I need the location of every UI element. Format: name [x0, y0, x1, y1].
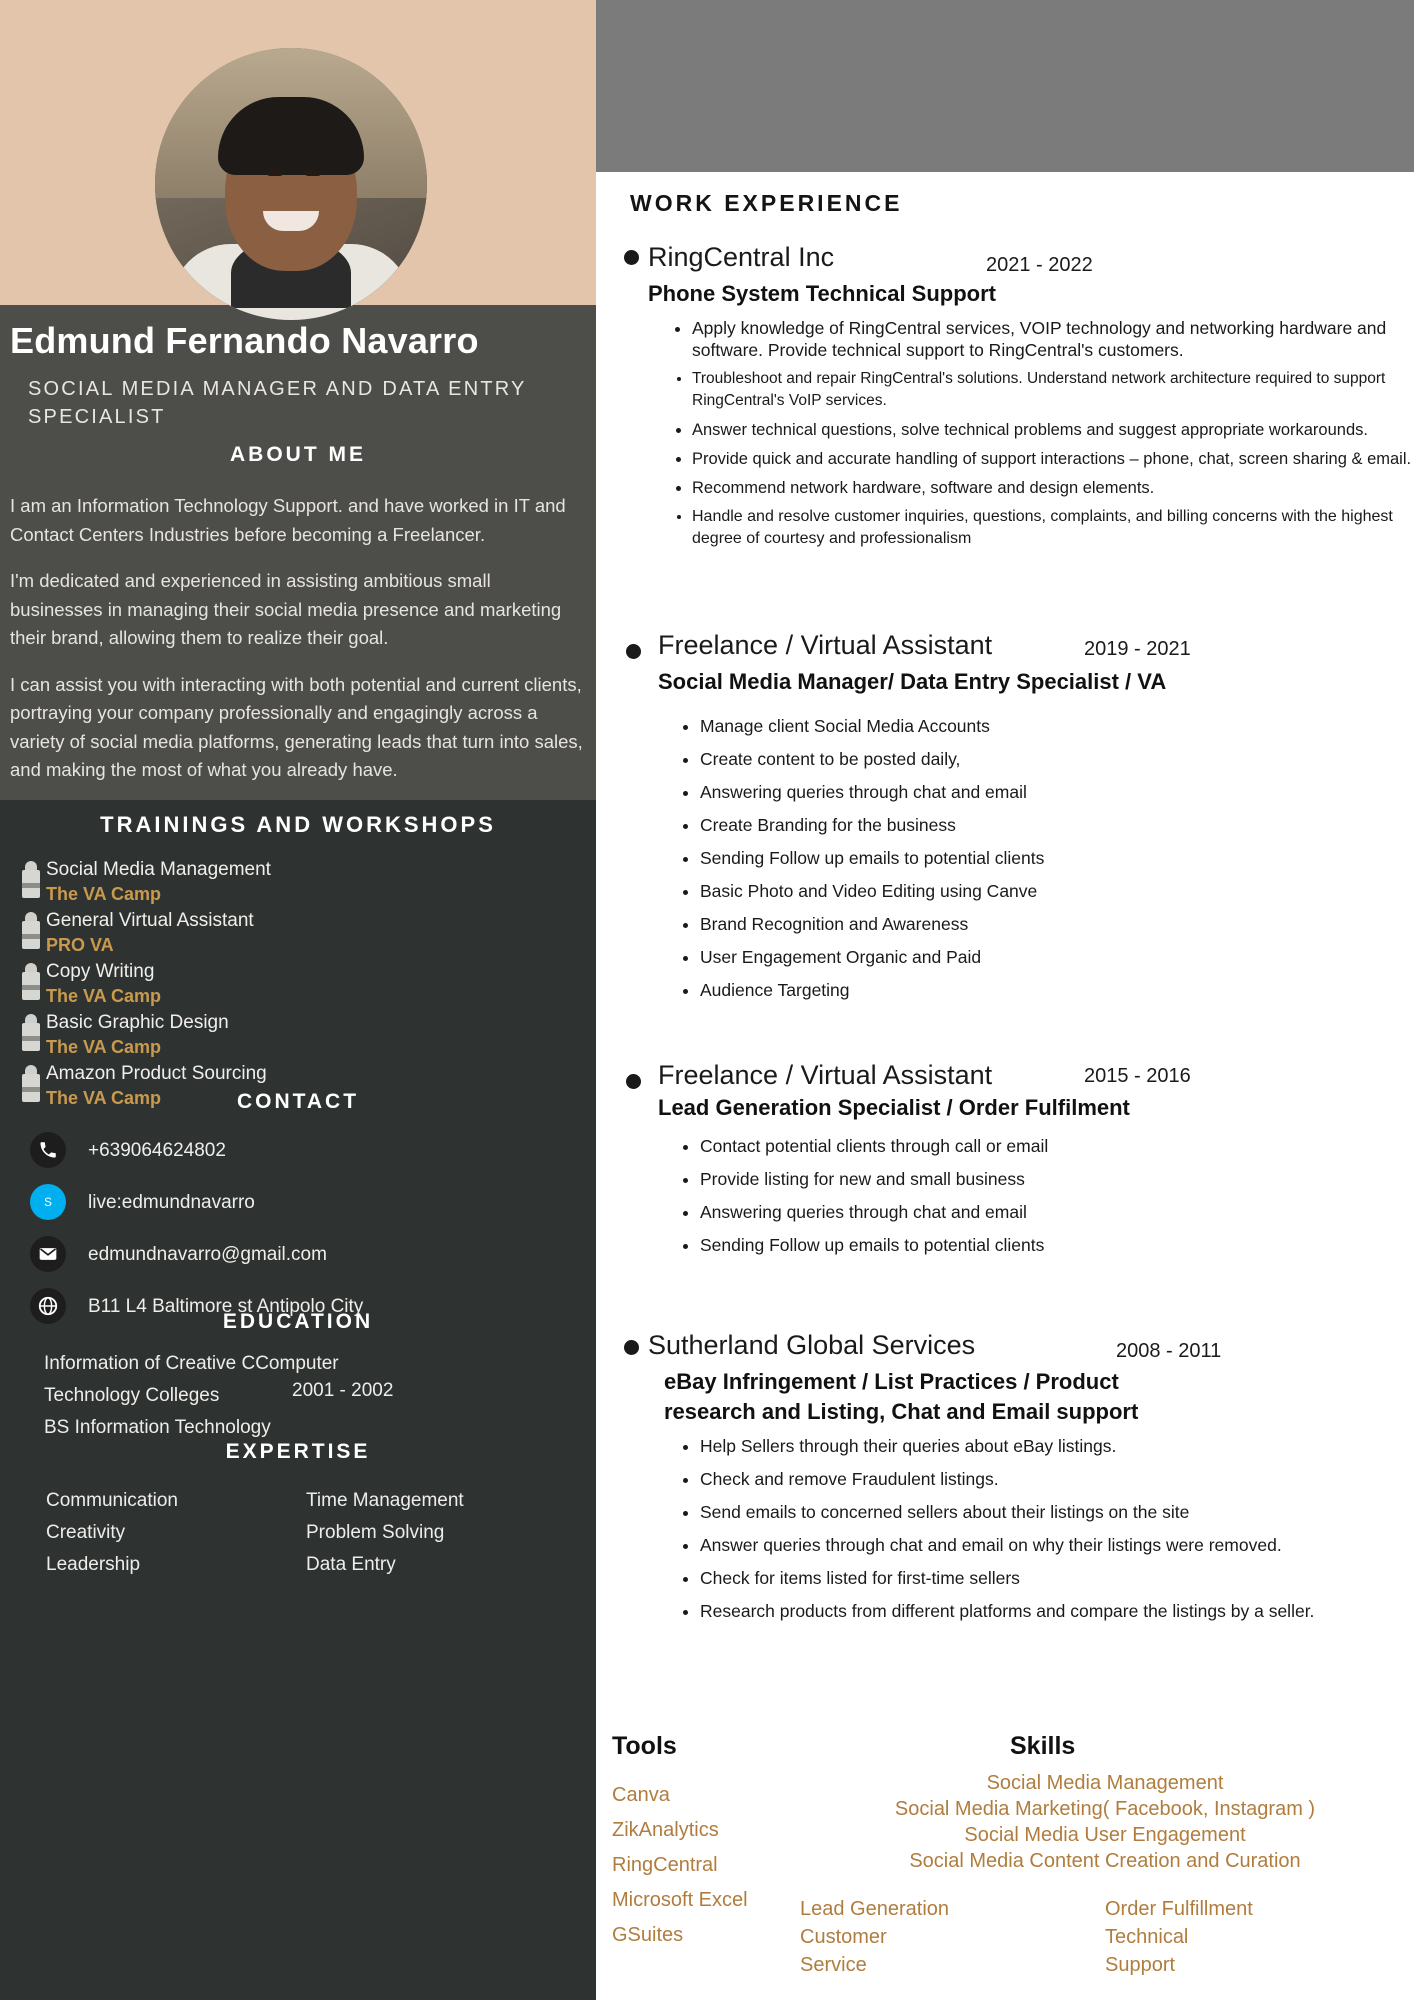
- duty-item: • Manage client Social Media Accounts: [700, 715, 1414, 737]
- job-duties: [596, 317, 1414, 550]
- education-school-line2: Technology Colleges: [44, 1385, 220, 1406]
- skill-item: Social Media Content Creation and Curation: [909, 1850, 1301, 1872]
- trainings-heading: TRAININGS AND WORKSHOPS: [100, 812, 496, 837]
- training-org: The VA Camp: [46, 1088, 162, 1108]
- skills-column-2: [1105, 1895, 1410, 1979]
- certificate-icon: [22, 963, 40, 1003]
- skills-column-1: [800, 1895, 1105, 1979]
- certificate-icon: [22, 912, 40, 952]
- job-entry: [596, 630, 1414, 1012]
- phone-icon: [30, 1132, 66, 1168]
- about-paragraph: I can assist you with interacting with both potential and current clients, portraying your company professionally and engagingly across a variety of social media platforms, generating leads that turn into sales, and making the most of what you already have.: [10, 673, 583, 780]
- expertise-heading: EXPERTISE: [225, 1440, 371, 1463]
- skill-item: Lead Generation: [800, 1898, 950, 1920]
- right-column: [596, 0, 1414, 2000]
- duty-item: • Check for items listed for first-time sellers: [700, 1567, 1414, 1589]
- job-entry: [596, 1330, 1414, 1633]
- duty-item: • Handle and resolve customer inquiries, questions, complaints, and billing concerns with the highest degree of courtesy and professionalism: [692, 506, 1414, 550]
- job-role-subtitle: SOCIAL MEDIA MANAGER AND DATA ENTRY SPECIALIST: [28, 378, 527, 428]
- expertise-column-1: [46, 1485, 306, 1581]
- duty-item: • Provide quick and accurate handling of support interactions – phone, chat, screen sharing & email.: [692, 448, 1414, 470]
- job-entry: [596, 242, 1414, 557]
- skill-item: Customer Service: [800, 1926, 887, 1976]
- contact-skype[interactable]: [30, 1184, 570, 1220]
- tool-item: Canva: [612, 1784, 670, 1806]
- training-name: Social Media Management: [46, 859, 271, 880]
- work-experience-heading: WORK EXPERIENCE: [630, 190, 903, 216]
- contact-phone-value: +639064624802: [88, 1139, 226, 1161]
- skill-item: Social Media User Engagement: [964, 1824, 1246, 1846]
- training-org: The VA Camp: [46, 986, 162, 1006]
- job-subtitle: eBay Infringement / List Practices / Product research and Listing, Chat and Email support: [664, 1369, 1139, 1424]
- duty-item: • Help Sellers through their queries about eBay listings.: [700, 1435, 1414, 1457]
- duty-item: • Provide listing for new and small business: [700, 1168, 1414, 1190]
- job-subtitle: Lead Generation Specialist / Order Fulfilment: [658, 1095, 1130, 1120]
- expertise-grid: [46, 1485, 566, 1581]
- expertise-column-2: [306, 1485, 566, 1581]
- duty-item: • Check and remove Fraudulent listings.: [700, 1468, 1414, 1490]
- training-org: The VA Camp: [46, 884, 162, 904]
- job-company: Sutherland Global Services: [648, 1330, 976, 1360]
- skills-columns: [800, 1895, 1410, 1979]
- job-subtitle: Phone System Technical Support: [648, 281, 996, 306]
- training-name: Amazon Product Sourcing: [46, 1063, 267, 1084]
- training-name: General Virtual Assistant: [46, 910, 254, 931]
- job-duties: [596, 1135, 1414, 1256]
- bullet-icon: [626, 644, 641, 659]
- expertise-item: Time Management: [306, 1490, 464, 1511]
- certificate-icon: [22, 1014, 40, 1054]
- about-heading: ABOUT ME: [230, 443, 366, 466]
- expertise-item: Data Entry: [306, 1554, 396, 1575]
- duty-item: • Brand Recognition and Awareness: [700, 913, 1414, 935]
- bullet-icon: [624, 250, 639, 265]
- job-entry: [596, 1060, 1414, 1267]
- certificate-icon: [22, 861, 40, 901]
- job-subtitle: Social Media Manager/ Data Entry Specialist / VA: [658, 669, 1167, 694]
- job-company: Freelance / Virtual Assistant: [658, 630, 993, 660]
- education-degree: BS Information Technology: [44, 1417, 271, 1438]
- bullet-icon: [626, 1074, 641, 1089]
- contact-phone[interactable]: [30, 1132, 570, 1168]
- job-duties: [596, 1435, 1414, 1622]
- list-item: [10, 857, 586, 906]
- header-band: [596, 0, 1414, 172]
- job-duties: [596, 715, 1414, 1001]
- tool-item: Microsoft Excel: [612, 1889, 748, 1911]
- about-text: [10, 492, 588, 803]
- tools-list: [612, 1778, 832, 1953]
- email-icon: [30, 1236, 66, 1272]
- job-header: [596, 242, 1414, 276]
- job-years: 2015 - 2016: [1084, 1065, 1191, 1087]
- about-paragraph: I am an Information Technology Support. and have worked in IT and Contact Centers Industries before becoming a Freelancer.: [10, 495, 566, 545]
- tool-item: ZikAnalytics: [612, 1819, 719, 1841]
- duty-item: • User Engagement Organic and Paid: [700, 946, 1414, 968]
- tools-heading: Tools: [612, 1732, 677, 1760]
- skill-item: Technical Support: [1105, 1926, 1189, 1976]
- duty-item: • Apply knowledge of RingCentral services, VOIP technology and networking hardware and software. Provide technical support to RingCentral's customers.: [692, 317, 1414, 361]
- contact-skype-value: live:edmundnavarro: [88, 1191, 255, 1213]
- duty-item: • Answer queries through chat and email on why their listings were removed.: [700, 1534, 1414, 1556]
- duty-item: • Contact potential clients through call or email: [700, 1135, 1414, 1157]
- duty-item: • Research products from different platforms and compare the listings by a seller.: [700, 1600, 1414, 1622]
- education-school-line1: Information of Creative CComputer: [44, 1353, 339, 1374]
- contact-email[interactable]: [30, 1236, 570, 1272]
- trainings-list: [10, 857, 586, 1112]
- job-company: RingCentral Inc: [648, 242, 835, 272]
- duty-item: • Answer technical questions, solve technical problems and suggest appropriate workarounds.: [692, 419, 1414, 441]
- skills-heading: Skills: [1010, 1732, 1076, 1760]
- training-org: PRO VA: [46, 935, 114, 955]
- duty-item: • Audience Targeting: [700, 979, 1414, 1001]
- list-item: [10, 908, 586, 957]
- list-item: [10, 1010, 586, 1059]
- tool-item: GSuites: [612, 1924, 684, 1946]
- duty-item: • Sending Follow up emails to potential clients: [700, 847, 1414, 869]
- training-name: Basic Graphic Design: [46, 1012, 229, 1033]
- contact-heading: CONTACT: [236, 1090, 360, 1113]
- expertise-item: Communication: [46, 1490, 178, 1511]
- education-heading: EDUCATION: [222, 1310, 374, 1333]
- expertise-item: Problem Solving: [306, 1522, 445, 1543]
- job-header: [596, 1330, 1414, 1361]
- avatar: [155, 48, 427, 320]
- page-title: Edmund Fernando Navarro: [10, 320, 479, 361]
- job-company: Freelance / Virtual Assistant: [658, 1060, 993, 1090]
- training-org: The VA Camp: [46, 1037, 162, 1057]
- duty-item: • Troubleshoot and repair RingCentral's solutions. Understand network architecture required to support RingCentral's VoIP services.: [692, 368, 1414, 412]
- job-years: 2008 - 2011: [1116, 1340, 1222, 1362]
- svg-text:S: S: [44, 1196, 52, 1210]
- duty-item: • Create Branding for the business: [700, 814, 1414, 836]
- duty-item: • Answering queries through chat and email: [700, 781, 1414, 803]
- duty-item: • Sending Follow up emails to potential clients: [700, 1234, 1414, 1256]
- education-years: 2001 - 2002: [292, 1380, 394, 1401]
- skill-item: Social Media Marketing( Facebook, Instagram ): [894, 1798, 1316, 1820]
- contact-email-value: edmundnavarro@gmail.com: [88, 1243, 327, 1265]
- training-name: Copy Writing: [46, 961, 155, 982]
- expertise-item: Creativity: [46, 1522, 126, 1543]
- about-paragraph: I'm dedicated and experienced in assisting ambitious small businesses in managing their social media presence and marketing their brand, allowing them to realize their goal.: [10, 570, 562, 648]
- bullet-icon: [624, 1340, 639, 1355]
- duty-item: • Create content to be posted daily,: [700, 748, 1414, 770]
- duty-item: • Answering queries through chat and email: [700, 1201, 1414, 1223]
- skill-item: Order Fulfillment: [1105, 1898, 1253, 1920]
- duty-item: • Recommend network hardware, software and design elements.: [692, 477, 1414, 499]
- skill-item: Social Media Management: [986, 1772, 1224, 1794]
- duty-item: • Basic Photo and Video Editing using Canve: [700, 880, 1414, 902]
- list-item: [10, 959, 586, 1008]
- tool-item: RingCentral: [612, 1854, 718, 1876]
- contact-list: [30, 1132, 570, 1340]
- expertise-item: Leadership: [46, 1554, 141, 1575]
- job-header: [596, 630, 1414, 661]
- skills-list: [800, 1770, 1410, 1874]
- job-header: [596, 1060, 1414, 1091]
- job-years: 2019 - 2021: [1084, 638, 1191, 660]
- job-years: 2021 - 2022: [986, 254, 1093, 276]
- duty-item: • Send emails to concerned sellers about their listings on the site: [700, 1501, 1414, 1523]
- skype-icon: [30, 1184, 66, 1220]
- left-column: [0, 0, 596, 2000]
- contact-address-value: B11 L4 Baltimore st Antipolo City: [88, 1295, 364, 1317]
